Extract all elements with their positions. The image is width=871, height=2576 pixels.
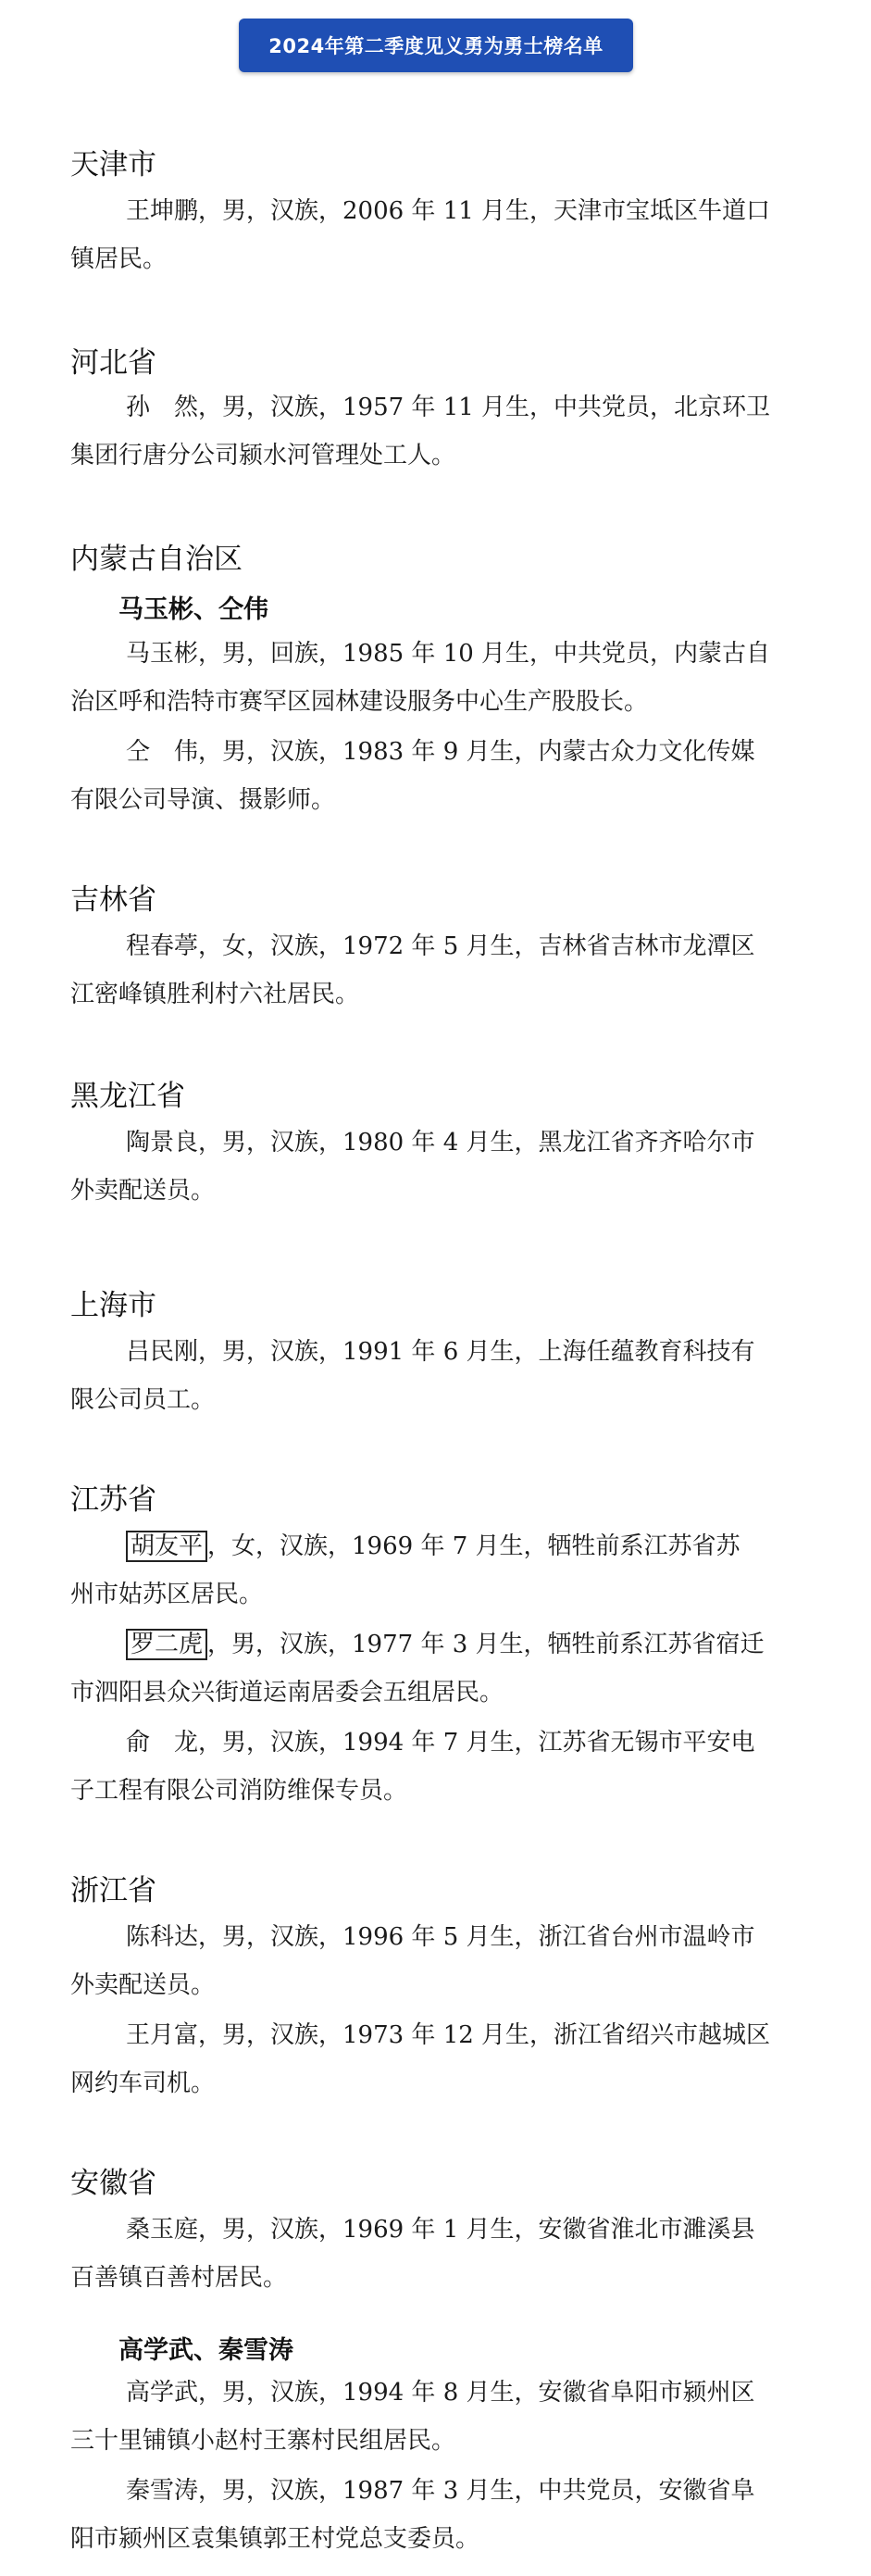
section-title-neimenggu: 内蒙古自治区 [70, 543, 243, 576]
entry-line: 马玉彬，男，回族，1985 年 10 月生，中共党员，内蒙古自 [126, 640, 771, 668]
entry-line: 有限公司导演、摄影师。 [70, 786, 336, 814]
entry-line: 程春葶，女，汉族，1972 年 5 月生，吉林省吉林市龙潭区 [126, 932, 755, 960]
entry-line [126, 1630, 765, 1659]
entry-line: 集团行唐分公司颍水河管理处工人。 [70, 442, 456, 469]
entry-line: 阳市颍州区袁集镇郭王村党总支委员。 [70, 2525, 480, 2553]
entry-line: 秦雪涛，男，汉族，1987 年 3 月生，中共党员，安徽省阜 [126, 2477, 755, 2505]
entry-line: 市泗阳县众兴街道运南居委会五组居民。 [70, 1679, 504, 1707]
section-title-hebei: 河北省 [70, 346, 156, 380]
entry-line: 陶景良，男，汉族，1980 年 4 月生，黑龙江省齐齐哈尔市 [126, 1129, 755, 1157]
group-title: 马玉彬、仝伟 [118, 595, 268, 624]
section-title-jiangsu: 江苏省 [70, 1483, 156, 1517]
entry-line: 桑玉庭，男，汉族，1969 年 1 月生，安徽省淮北市濉溪县 [126, 2216, 755, 2244]
entry-line: 江密峰镇胜利村六社居民。 [70, 981, 360, 1008]
entry-line: 王坤鹏，男，汉族，2006 年 11 月生，天津市宝坻区牛道口 [126, 197, 771, 225]
entry-line: 子工程有限公司消防维保专员。 [70, 1777, 408, 1805]
entry-line: 镇居民。 [70, 245, 168, 273]
section-title-jilin: 吉林省 [70, 883, 156, 917]
entry-line [126, 1532, 740, 1561]
entry-line: 外卖配送员。 [70, 1177, 216, 1205]
entry-line: 三十里铺镇小赵村王寨村民组居民。 [70, 2427, 456, 2455]
section-title-shanghai: 上海市 [70, 1289, 156, 1322]
section-title-anhui: 安徽省 [70, 2167, 156, 2200]
section-title-tianjin: 天津市 [70, 148, 156, 181]
section-title-heilongjiang: 黑龙江省 [70, 1080, 185, 1113]
entry-line: 网约车司机。 [70, 2070, 216, 2097]
boxed-name: 胡友平 [126, 1531, 207, 1562]
group-title: 高学武、秦雪涛 [118, 2336, 293, 2365]
title-banner [239, 19, 633, 72]
entry-text: ，女，汉族，1969 年 7 月生，牺牲前系江苏省苏 [207, 1532, 740, 1560]
entry-line: 州市姑苏区居民。 [70, 1581, 264, 1608]
banner-title: 2024年第二季度见义勇为勇士榜名单 [268, 35, 603, 57]
entry-line: 王月富，男，汉族，1973 年 12 月生，浙江省绍兴市越城区 [126, 2021, 771, 2049]
entry-line: 治区呼和浩特市赛罕区园林建设服务中心生产股股长。 [70, 688, 649, 716]
entry-line: 俞 龙，男，汉族，1994 年 7 月生，江苏省无锡市平安电 [126, 1729, 755, 1757]
entry-text: ，男，汉族，1977 年 3 月生，牺牲前系江苏省宿迁 [207, 1631, 765, 1658]
entry-line: 百善镇百善村居民。 [70, 2264, 288, 2292]
entry-line: 外卖配送员。 [70, 1971, 216, 1999]
entry-line: 孙 然，男，汉族，1957 年 11 月生，中共党员，北京环卫 [126, 394, 771, 421]
entry-line: 吕民刚，男，汉族，1991 年 6 月生，上海任蕴教育科技有 [126, 1338, 755, 1366]
entry-line: 陈科达，男，汉族，1996 年 5 月生，浙江省台州市温岭市 [126, 1923, 755, 1951]
section-title-zhejiang: 浙江省 [70, 1874, 156, 1907]
entry-line: 限公司员工。 [70, 1386, 216, 1414]
boxed-name: 罗二虎 [126, 1629, 207, 1660]
entry-line: 仝 伟，男，汉族，1983 年 9 月生，内蒙古众力文化传媒 [126, 738, 755, 766]
entry-line: 高学武，男，汉族，1994 年 8 月生，安徽省阜阳市颍州区 [126, 2379, 755, 2407]
